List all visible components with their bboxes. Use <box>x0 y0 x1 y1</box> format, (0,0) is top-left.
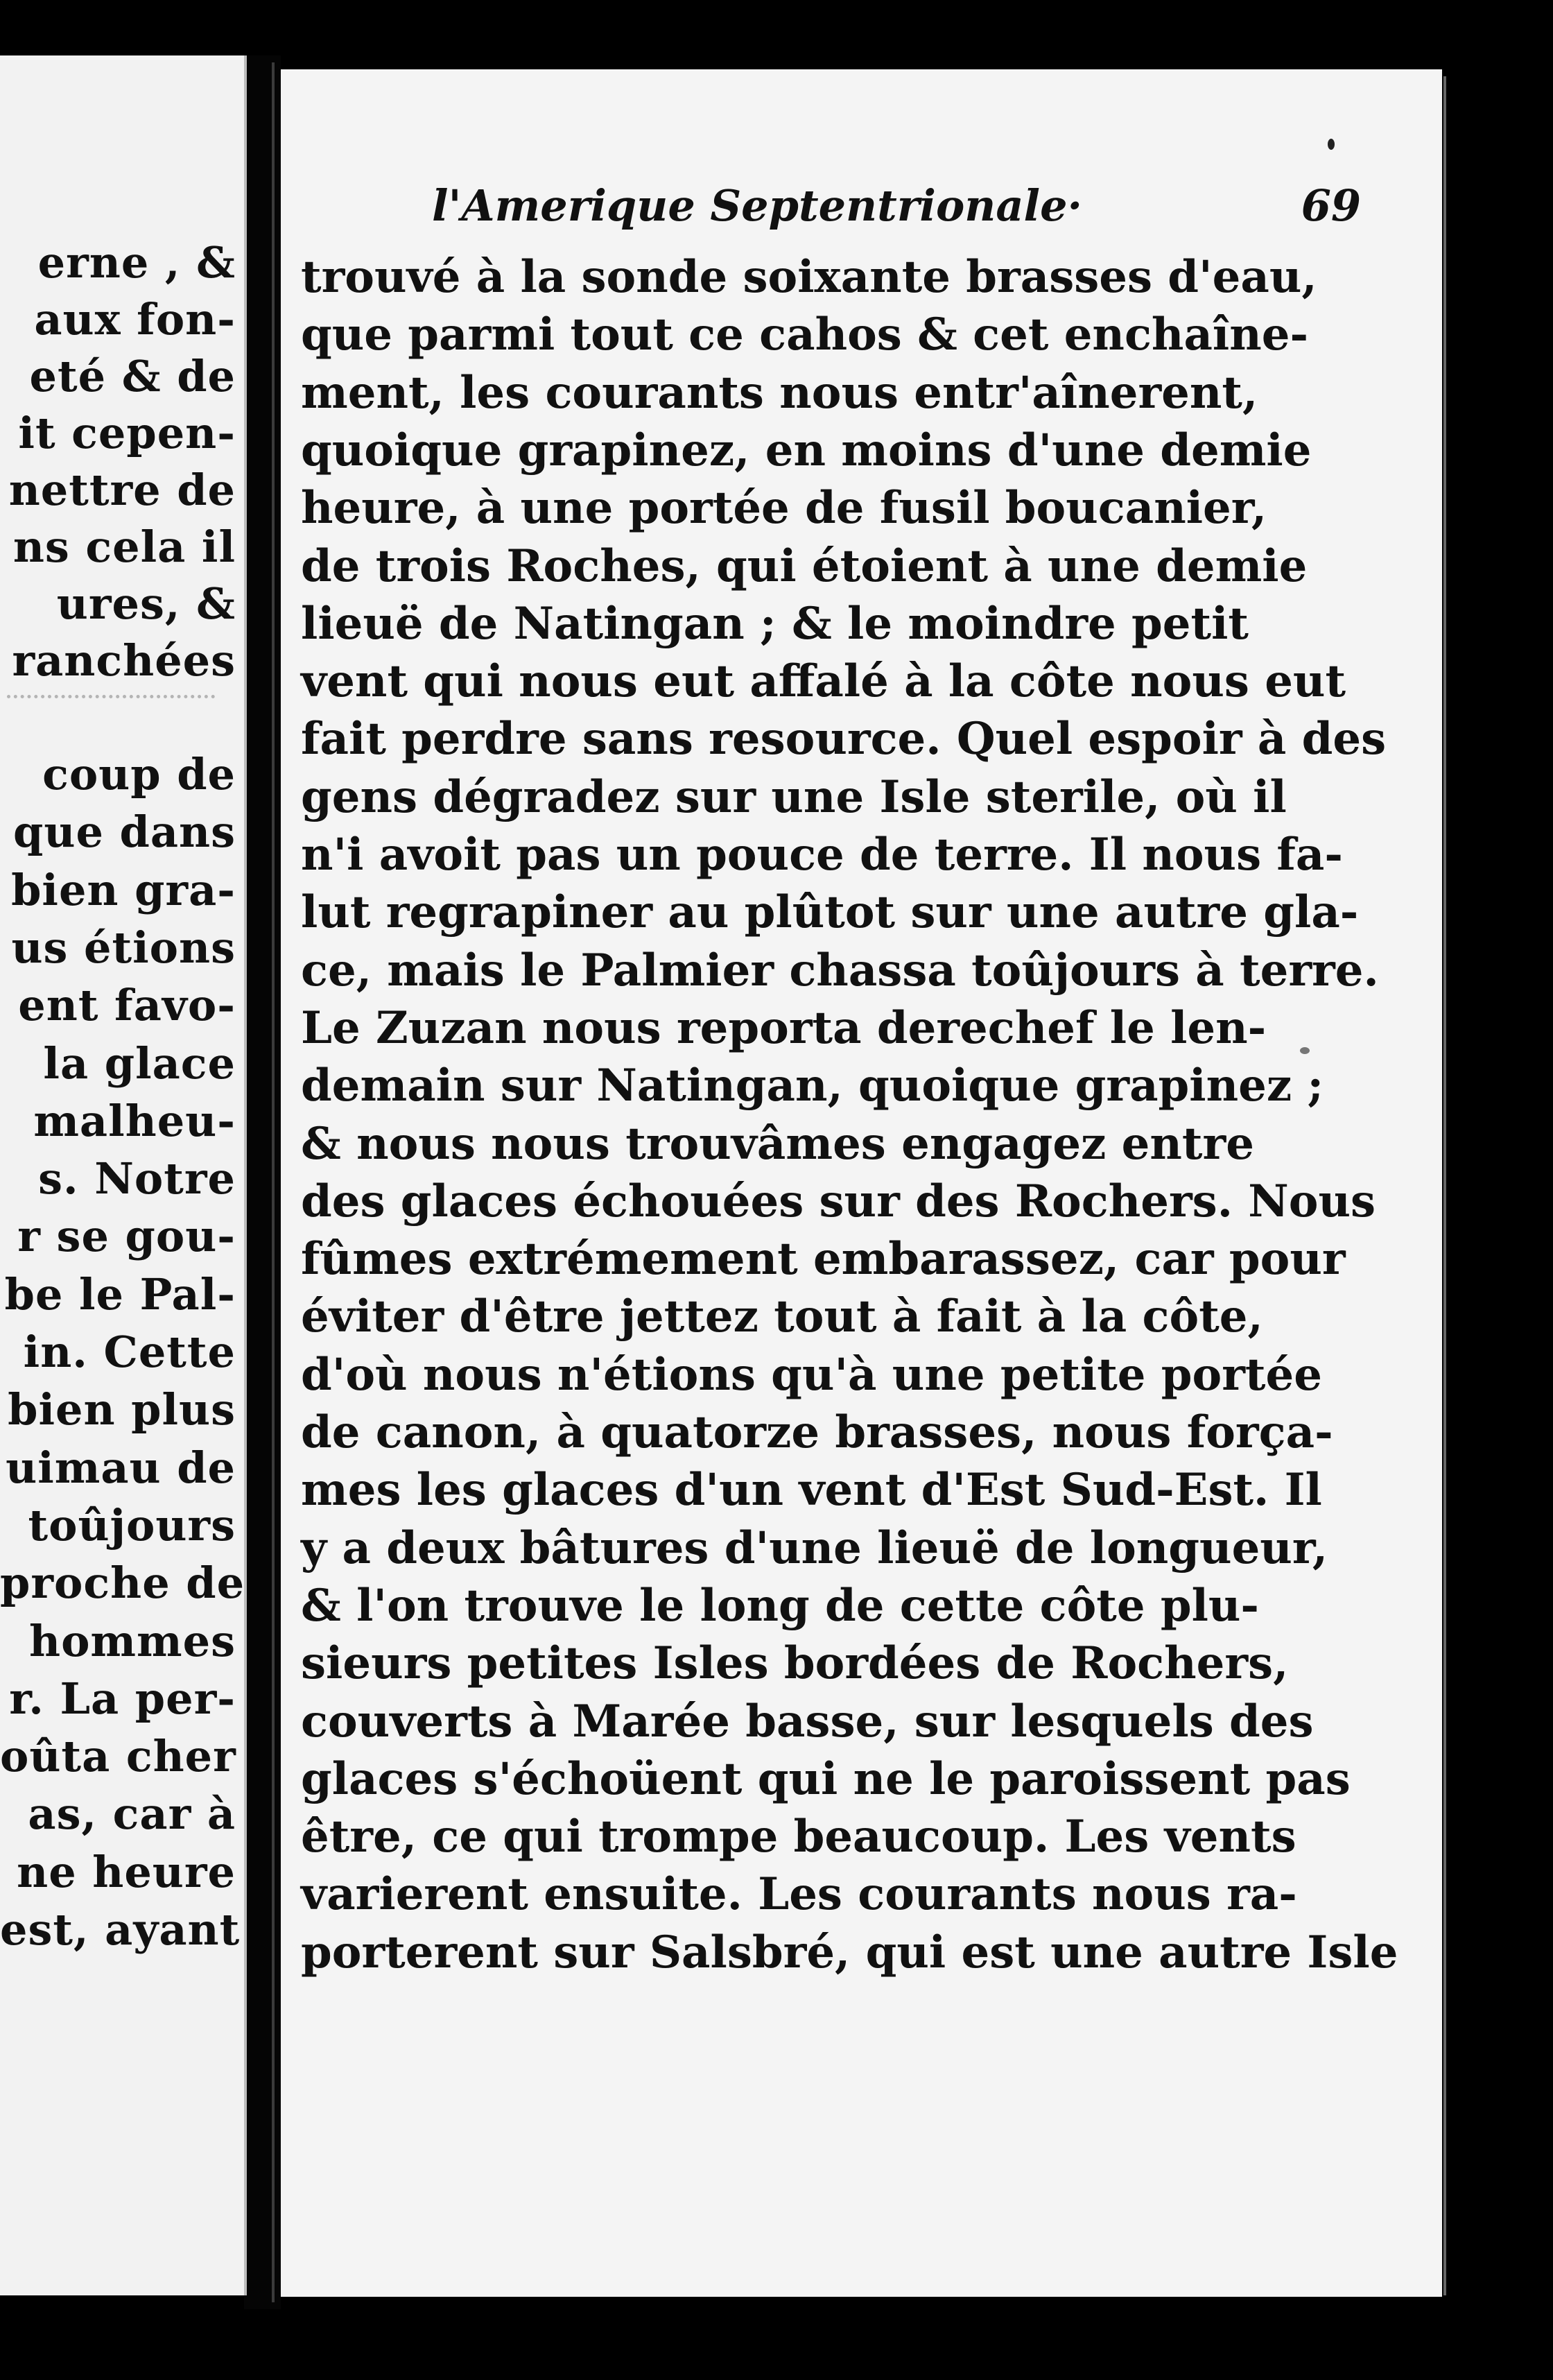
left-text-line: ne heure <box>17 1846 236 1897</box>
text-line: éviter d'être jettez tout à fait à la côte, <box>301 1291 1263 1343</box>
left-text-line: aux fon- <box>34 294 236 345</box>
text-line: que parmi tout ce cahos & cet enchaîne- <box>301 309 1309 361</box>
text-line: être, ce qui trompe beaucoup. Les vents <box>301 1811 1296 1863</box>
left-text-line: it cepen- <box>18 408 236 458</box>
left-text-line: coup de <box>42 749 236 800</box>
left-text-line: oûta cher <box>0 1731 236 1782</box>
left-text-line: ures, & <box>56 578 236 629</box>
ink-speck <box>1300 1047 1310 1054</box>
left-text-line: hommes <box>29 1615 236 1666</box>
left-text-line: in. Cette <box>23 1327 236 1377</box>
left-page-fragment <box>0 55 247 2295</box>
left-text-line: bien plus <box>8 1384 236 1435</box>
left-text-line: r. La per- <box>9 1673 236 1724</box>
text-line: gens dégradez sur une Isle sterile, où il <box>301 770 1287 823</box>
page-edge <box>1443 76 1473 2295</box>
text-line: des glaces échouées sur des Rochers. Nous <box>301 1175 1376 1227</box>
left-text-line: ns cela il <box>12 521 236 572</box>
text-line: demain sur Natingan, quoique grapinez ; <box>301 1060 1324 1112</box>
gutter-crease <box>272 62 275 2302</box>
text-line: quoique grapinez, en moins d'une demie <box>301 424 1312 476</box>
left-page-faint-rule <box>7 695 215 702</box>
text-line: n'i avoit pas un pouce de terre. Il nous fa- <box>301 829 1343 881</box>
left-text-line: uimau de <box>6 1442 236 1493</box>
book-gutter <box>244 55 281 2309</box>
text-line: fûmes extrémement embarassez, car pour <box>301 1233 1346 1286</box>
left-text-line: erne , & <box>37 237 236 288</box>
text-line: heure, à une portée de fusil boucanier, <box>301 482 1267 535</box>
ink-speck <box>1328 139 1335 150</box>
left-text-line: est, ayant <box>0 1904 241 1955</box>
left-text-line: eté & de <box>29 351 236 402</box>
text-line: y a deux bâtures d'une lieuë de longueur, <box>301 1521 1328 1574</box>
left-text-line: as, car à <box>28 1788 236 1840</box>
text-line: ment, les courants nous entr'aînerent, <box>301 366 1258 419</box>
text-line: lieuë de Natingan ; & le moindre petit <box>301 597 1249 650</box>
text-line: sieurs petites Isles bordées de Rochers, <box>301 1637 1289 1690</box>
left-text-line: us étions <box>11 922 236 973</box>
text-line: lut regrapiner au plûtot sur une autre gla- <box>301 886 1359 939</box>
text-line: de canon, à quatorze brasses, nous força- <box>301 1406 1333 1458</box>
left-text-line: proche de <box>0 1558 245 1609</box>
text-line: & l'on trouve le long de cette côte plu- <box>301 1579 1259 1632</box>
text-line: ce, mais le Palmier chassa toûjours à terre. <box>301 944 1379 997</box>
text-line: Le Zuzan nous reporta derechef le len- <box>301 1001 1267 1054</box>
running-title: l'Amerique Septentrionale· <box>432 180 1083 231</box>
text-line: d'où nous n'étions qu'à une petite portée <box>301 1348 1322 1401</box>
right-page <box>281 69 1442 2297</box>
text-line: glaces s'échoüent qui ne le paroissent pas <box>301 1752 1351 1805</box>
left-text-line: ranchées <box>12 635 236 686</box>
left-text-line: malheu- <box>33 1095 236 1146</box>
page-number: 69 <box>1301 180 1361 231</box>
left-text-line: r se gou- <box>17 1211 236 1262</box>
text-line: mes les glaces d'un vent d'Est Sud-Est. Il <box>301 1464 1322 1517</box>
left-text-line: bien gra- <box>11 864 236 915</box>
text-line: & nous nous trouvâmes engagez entre <box>301 1117 1254 1170</box>
left-text-line: ent favo- <box>18 980 236 1031</box>
text-line: vent qui nous eut affalé à la côte nous eut <box>301 655 1346 708</box>
text-line: fait perdre sans resource. Quel espoir à des <box>301 713 1387 766</box>
left-text-line: be le Pal- <box>4 1268 236 1320</box>
left-text-line: nettre de <box>8 465 236 515</box>
text-line: de trois Roches, qui étoient à une demie <box>301 540 1308 592</box>
left-text-line: s. Notre <box>38 1153 236 1205</box>
left-text-line: la glace <box>43 1037 236 1089</box>
left-text-line: que dans <box>13 807 236 858</box>
text-line: couverts à Marée basse, sur lesquels des <box>301 1695 1314 1748</box>
text-line: varierent ensuite. Les courants nous ra- <box>301 1868 1297 1921</box>
text-line: trouvé à la sonde soixante brasses d'eau, <box>301 251 1317 303</box>
text-line: porterent sur Salsbré, qui est une autre Isle <box>301 1926 1398 1978</box>
left-text-line: toûjours <box>28 1499 236 1551</box>
running-header <box>432 180 1361 236</box>
